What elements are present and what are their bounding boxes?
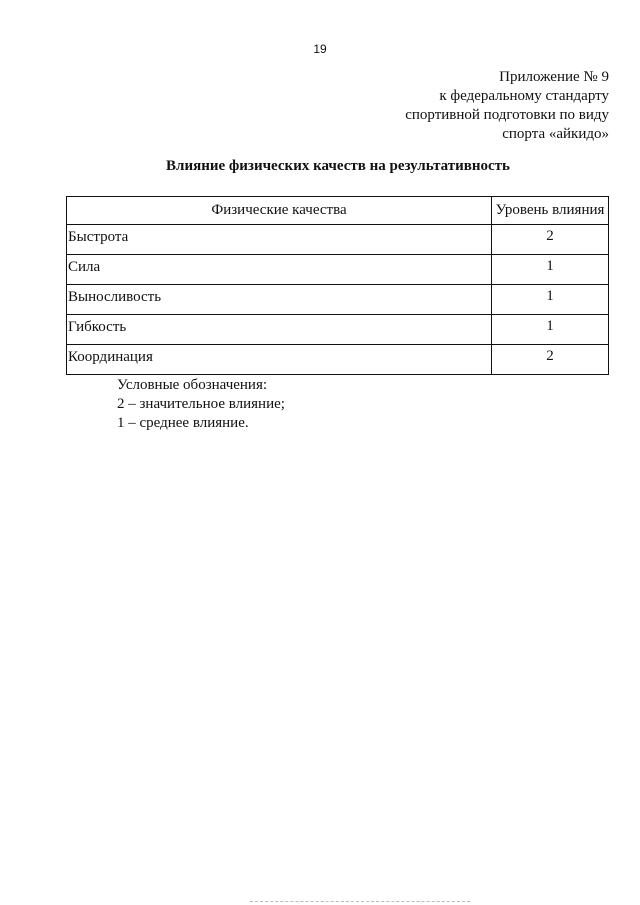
quality-name: Сила <box>67 255 492 285</box>
table-row <box>67 225 609 255</box>
appendix-reference <box>405 68 609 144</box>
quality-name: Гибкость <box>67 315 492 345</box>
appendix-line: к федеральному стандарту <box>439 88 609 104</box>
header-level: Уровень влияния <box>492 197 609 225</box>
qualities-table <box>66 196 609 375</box>
page-number: 19 <box>313 42 327 56</box>
quality-level: 1 <box>492 285 609 315</box>
legend-item: 1 – среднее влияние. <box>117 415 249 431</box>
legend <box>117 376 285 433</box>
quality-level: 1 <box>492 255 609 285</box>
table-row <box>67 315 609 345</box>
quality-name: Быстрота <box>67 225 492 255</box>
legend-heading: Условные обозначения: <box>117 377 268 393</box>
appendix-line: спорта «айкидо» <box>502 126 609 142</box>
document-title: Влияние физических качеств на результативность <box>166 158 510 174</box>
table-row <box>67 285 609 315</box>
appendix-line: спортивной подготовки по виду <box>405 107 609 123</box>
legend-item: 2 – значительное влияние; <box>117 396 285 412</box>
table-row <box>67 255 609 285</box>
table-header-row <box>67 197 609 225</box>
quality-level: 2 <box>492 225 609 255</box>
quality-level: 2 <box>492 345 609 375</box>
table-row <box>67 345 609 375</box>
quality-name: Координация <box>67 345 492 375</box>
appendix-line: Приложение № 9 <box>499 69 609 85</box>
header-quality: Физические качества <box>67 197 492 225</box>
scan-edge-divider <box>250 901 470 902</box>
quality-name: Выносливость <box>67 285 492 315</box>
quality-level: 1 <box>492 315 609 345</box>
